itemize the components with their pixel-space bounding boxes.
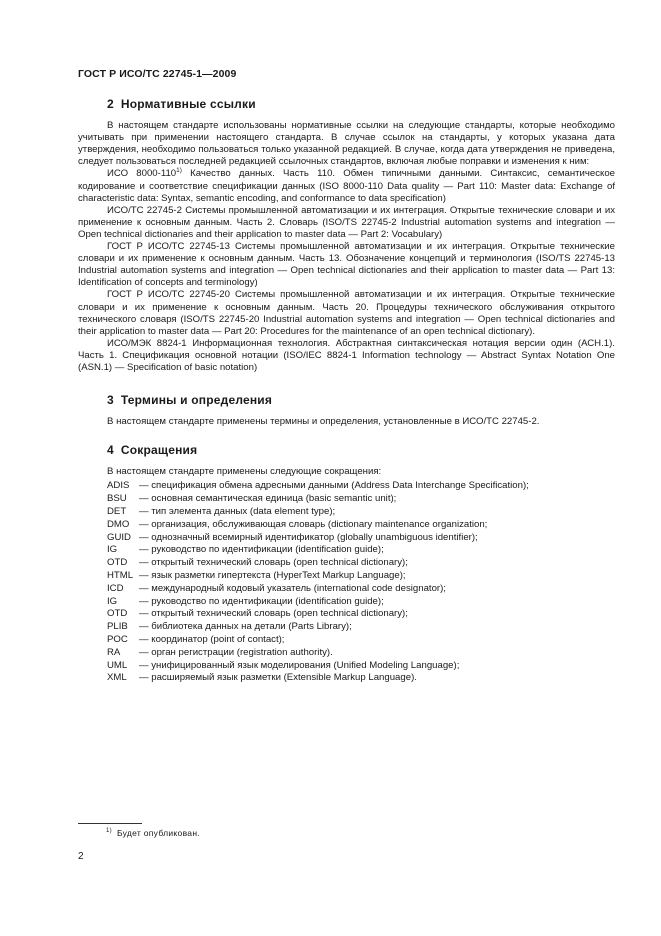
section-3-heading bbox=[78, 394, 615, 406]
reference-text: Информационная технология. Абстрактная синтаксическая нотация версии один (АСН.1). Часть 1. Спецификация основной нотации (ISO/IEC 8824-1 Information technology — Abstract Syntax Notation One (ASN.1) — Specification of basic notation) bbox=[78, 337, 615, 373]
page-number: 2 bbox=[78, 851, 84, 862]
abbreviation: IG bbox=[107, 544, 118, 556]
document-header: ГОСТ Р ИСО/ТС 22745-1—2009 bbox=[78, 68, 237, 80]
list-item bbox=[78, 647, 615, 660]
list-item bbox=[78, 583, 615, 596]
section-3-title: Термины и определения bbox=[120, 393, 273, 408]
abbreviation: RA bbox=[107, 646, 121, 658]
abbreviation-definition: — руководство по идентификации (identification guide); bbox=[139, 544, 384, 556]
abbreviation-definition: — организация, обслуживающая словарь (dictionary maintenance organization; bbox=[139, 518, 488, 530]
abbreviation-definition: — основная семантическая единица (basic semantic unit); bbox=[139, 493, 397, 505]
list-item bbox=[78, 660, 615, 673]
abbreviation-definition: — однозначный всемирный идентификатор (globally unambiguous identifier); bbox=[139, 531, 478, 543]
footnote-separator bbox=[78, 823, 142, 824]
abbreviation-list bbox=[78, 480, 615, 685]
reference-code: ГОСТ Р ИСО/ТС 22745-20 bbox=[107, 289, 230, 301]
section-2-intro: В настоящем стандарте использованы нормативные ссылки на следующие стандарты, которые необходимо учитывать при применении настоящего стандарта. В случае ссылок на стандарты, у которых указана дата утверждения, необходимо пользоваться только указанной редакцией. В случае, когда дата утверждения не приведена, следует пользоваться последней редакцией ссылочных стандартов, включая любые поправки и изменения к ним: bbox=[78, 120, 615, 168]
list-item bbox=[78, 532, 615, 545]
abbreviation-definition: — язык разметки гипертекста (HyperText Markup Language); bbox=[139, 570, 406, 582]
list-item bbox=[78, 596, 615, 609]
abbreviation: ADIS bbox=[107, 480, 130, 492]
footnote-text: Будет опубликован. bbox=[116, 828, 200, 838]
section-4-title: Сокращения bbox=[120, 443, 198, 458]
abbreviation: DMO bbox=[107, 518, 130, 530]
abbreviation: ICD bbox=[107, 582, 124, 594]
reference-text: Системы промышленной автоматизации и их интеграция. Открытые технические словари и их применение к основным данным. Часть 2. Словарь (ISO/TS 22745-2 Industrial automation systems and integration — Open technical dictionaries and their application to master data — Part 2: Vocabulary) bbox=[78, 204, 615, 240]
reference-item bbox=[78, 289, 615, 337]
list-item bbox=[78, 493, 615, 506]
reference-item bbox=[78, 168, 615, 204]
abbreviation-definition: — руководство по идентификации (identification guide); bbox=[139, 595, 384, 607]
reference-item bbox=[78, 241, 615, 289]
abbreviation: XML bbox=[107, 672, 127, 684]
abbreviation-definition: — расширяемый язык разметки (Extensible Markup Language). bbox=[139, 672, 417, 684]
abbreviation: POC bbox=[107, 634, 128, 645]
list-item bbox=[78, 519, 615, 532]
abbreviation: HTML bbox=[107, 570, 134, 582]
section-2-title: Нормативные ссылки bbox=[120, 97, 256, 111]
reference-text: Системы промышленной автоматизации и их интеграция. Открытые технические словари и их применение к основным данным. Часть 20. Процедуры технического обслуживания открытого технического словаря (ISO/TS 22745-20 Industrial automation systems and integration — Open technical dictionaries and their application to master data — Part 20: Procedures for the maintenance of an open technical dictionary). bbox=[78, 289, 615, 337]
abbreviation-definition: — библиотека данных на детали (Parts Library); bbox=[139, 621, 352, 633]
reference-code: ГОСТ Р ИСО/ТС 22745-13 bbox=[107, 241, 230, 253]
page-content bbox=[78, 98, 615, 685]
abbreviation-definition: — орган регистрации (registration authority). bbox=[139, 646, 333, 658]
abbreviation: GUID bbox=[107, 531, 131, 543]
abbreviation-definition: — открытый технический словарь (open technical dictionary); bbox=[139, 557, 408, 569]
list-item bbox=[78, 608, 615, 621]
list-item bbox=[78, 570, 615, 583]
list-item bbox=[78, 557, 615, 570]
reference-code: ИСО/ТС 22745-2 bbox=[107, 204, 182, 216]
footnote bbox=[106, 828, 200, 838]
list-item bbox=[78, 634, 615, 647]
abbreviation-definition: — открытый технический словарь (open technical dictionary); bbox=[139, 608, 408, 620]
list-item bbox=[78, 480, 615, 493]
section-2-heading bbox=[78, 98, 615, 110]
section-3-number: 3 bbox=[107, 393, 114, 408]
abbreviation: UML bbox=[107, 659, 128, 671]
abbreviation: BSU bbox=[107, 493, 127, 505]
abbreviation: DET bbox=[107, 506, 127, 518]
abbreviation: OTD bbox=[107, 608, 128, 620]
reference-code: ИСО 8000-110 bbox=[107, 168, 177, 180]
reference-item bbox=[78, 338, 615, 374]
abbreviation-definition: — унифицированный язык моделирования (Unified Modeling Language); bbox=[139, 659, 460, 671]
abbreviation-definition: — спецификация обмена адресными данными (Address Data Interchange Specification); bbox=[139, 480, 529, 492]
reference-code: ИСО/МЭК 8824-1 bbox=[107, 337, 187, 349]
footnote-mark: 1) bbox=[106, 828, 112, 834]
abbreviation: IG bbox=[107, 595, 118, 607]
list-item bbox=[78, 672, 615, 685]
section-2-number: 2 bbox=[107, 97, 114, 111]
section-3-text: В настоящем стандарте применены термины и определения, установленные в ИСО/ТС 22745-2. bbox=[107, 416, 540, 428]
reference-text: Системы промышленной автоматизации и их интеграция. Открытые технические словари и их применение к основным данным. Часть 13. Обозначение концепций и терминология (ISO/TS 22745-13 Industrial automation systems and integration — Open technical dictionaries and their application to master data — Part 13: Identification of concepts and terminology) bbox=[78, 241, 615, 289]
list-item bbox=[78, 621, 615, 634]
abbreviation-definition: — тип элемента данных (data element type); bbox=[139, 506, 336, 518]
list-item bbox=[78, 506, 615, 519]
abbreviation-definition: — международный кодовый указатель (international code designator); bbox=[139, 582, 446, 594]
section-4-number: 4 bbox=[107, 443, 114, 458]
reference-item bbox=[78, 205, 615, 241]
list-item bbox=[78, 544, 615, 557]
footnote-mark: 1) bbox=[176, 167, 182, 175]
abbreviation: PLIB bbox=[107, 621, 128, 633]
abbreviation: OTD bbox=[107, 557, 128, 569]
abbreviation-definition: — координатор (point of contact); bbox=[139, 634, 285, 645]
section-4-intro: В настоящем стандарте применены следующие сокращения: bbox=[107, 466, 382, 478]
reference-text: Качество данных. Часть 110. Обмен типичными данными. Синтаксис, семантическое кодирование и соответствие спецификации данных (ISO 8000-110 Data quality — Part 110: Master data: Exchange of characteristic data: Syntax, semantic encoding, and conformance to data specification) bbox=[78, 168, 615, 204]
section-4-heading bbox=[78, 444, 615, 456]
